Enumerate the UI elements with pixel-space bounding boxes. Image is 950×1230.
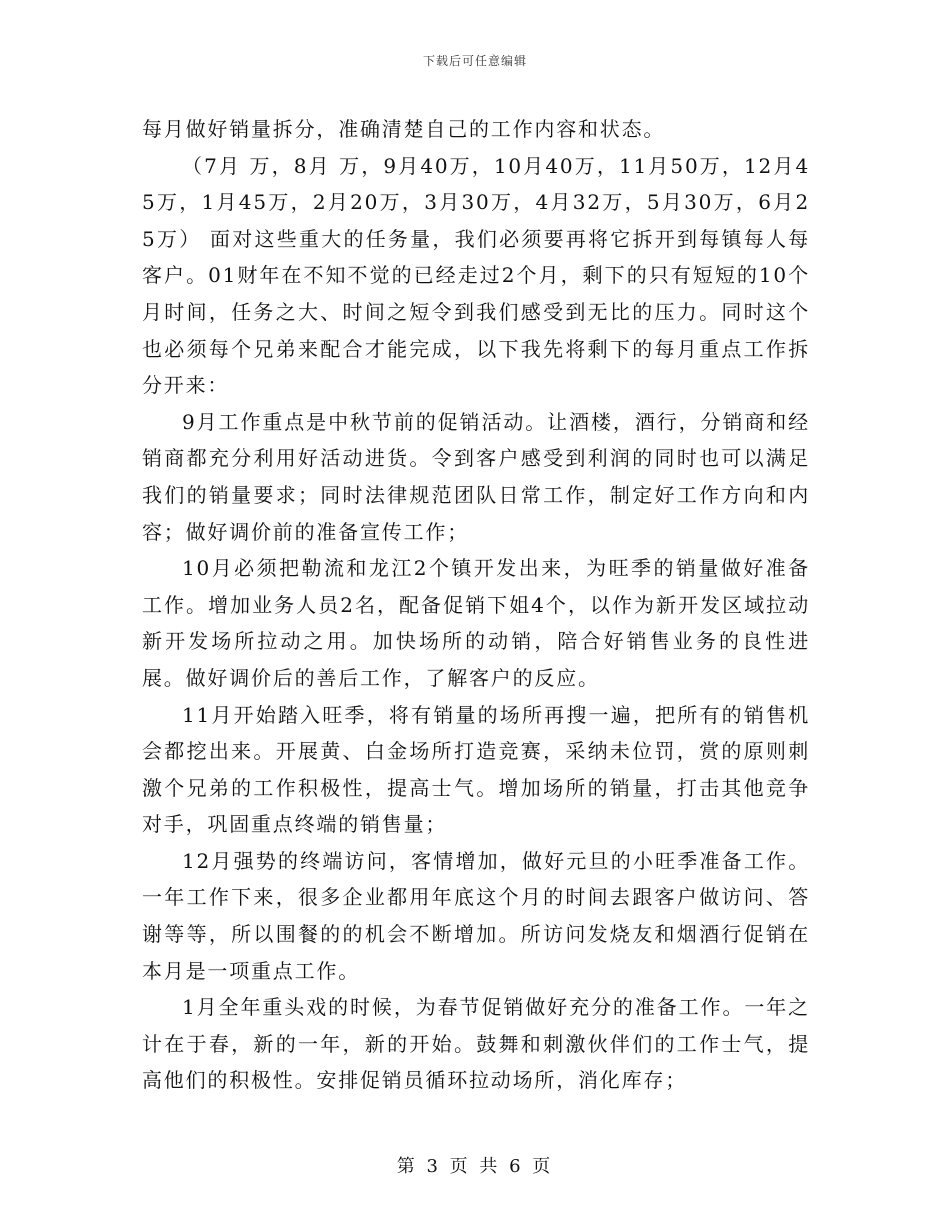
page-header: 下载后可任意编辑 bbox=[422, 54, 527, 68]
paragraph-monthly-targets: （7月 万，8月 万，9月40万，10月40万，11月50万，12月45万，1月45万，2月20万，3月30万，4月32万，5月30万，6月25万） 面对这些重大的任务量，我们必须要再将它拆开到每镇每人每客户。01财年在不知不觉的已经走过2个月，剩下的只有短短的10个月时间，任务之大、时间之短令到我们感受到无比的压力。同时这个也必须每个兄弟来配合才能完成，以下我先将剩下的每月重点工作拆分开来： bbox=[142, 153, 810, 398]
paragraph-november: 11月开始踏入旺季，将有销量的场所再搜一遍，把所有的销售机会都挖出来。开展黄、白金场所打造竞赛，采纳未位罚，赏的原则刺激个兄弟的工作积极性，提高士气。增加场所的销量，打击其他竞争对手，巩固重点终端的销售量； bbox=[142, 702, 810, 837]
paragraph-december: 12月强势的终端访问，客情增加，做好元旦的小旺季准备工作。一年工作下来，很多企业都用年底这个月的时间去跟客户做访问、答谢等等，所以围餐的的机会不断增加。所访问发烧友和烟酒行促销在本月是一项重点工作。 bbox=[142, 848, 810, 983]
paragraph-october: 10月必须把勒流和龙江2个镇开发出来，为旺季的销量做好准备工作。增加业务人员2名，配备促销下姐4个，以作为新开发区域拉动新开发场所拉动之用。加快场所的动销，陪合好销售业务的良性进展。做好调价后的善后工作，了解客户的反应。 bbox=[142, 556, 810, 690]
paragraph-september: 9月工作重点是中秋节前的促销活动。让酒楼，酒行，分销商和经销商都充分利用好活动进货。令到客户感受到利润的同时也可以满足我们的销量要求；同时法律规范团队日常工作，制定好工作方向和内容；做好调价前的准备宣传工作； bbox=[142, 409, 810, 544]
paragraph-intro: 每月做好销量拆分，准确清楚自己的工作内容和状态。 bbox=[142, 117, 666, 141]
paragraph-january: 1月全年重头戏的时候，为春节促销做好充分的准备工作。一年之计在于春，新的一年，新的开始。鼓舞和刺激伙伴们的工作士气，提高他们的积极性。安排促销员循环拉动场所，消化库存； bbox=[142, 995, 810, 1093]
page-number: 第 3 页 共 6 页 bbox=[396, 1156, 554, 1177]
document-body bbox=[142, 111, 810, 1099]
